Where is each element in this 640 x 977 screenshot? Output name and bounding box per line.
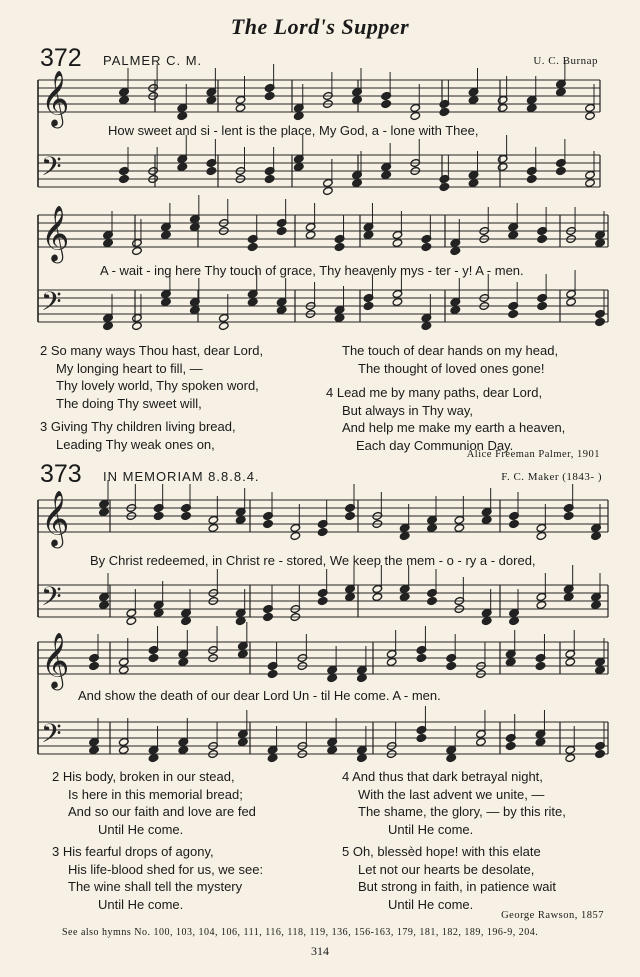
note-head <box>206 95 217 104</box>
note-head <box>536 600 547 609</box>
tune-name-372: PALMER C. M. <box>103 53 203 68</box>
note-head <box>276 226 287 235</box>
note-head <box>526 174 537 183</box>
note-head <box>392 297 403 306</box>
note-head <box>595 238 606 247</box>
note-head <box>352 95 363 104</box>
note-head <box>595 665 606 674</box>
treble-clef: 𝄞 <box>41 632 70 689</box>
stanza-372-2 <box>40 342 330 412</box>
note-head <box>565 753 576 762</box>
verse-line: Until He come. <box>98 896 184 912</box>
note-head <box>290 531 301 540</box>
note-head <box>372 592 383 601</box>
note-head <box>468 95 479 104</box>
note-head <box>118 665 129 674</box>
author-372: Alice Freeman Palmer, 1901 <box>466 449 600 460</box>
note-head <box>161 297 172 306</box>
note-head <box>585 178 596 187</box>
note-head <box>421 242 432 251</box>
note-head <box>238 737 249 746</box>
note-head <box>177 162 188 171</box>
note-head <box>264 91 275 100</box>
note-head <box>535 737 546 746</box>
note-head <box>206 166 217 175</box>
note-head <box>357 673 368 682</box>
note-head <box>508 309 519 318</box>
stanza-373-2 <box>52 768 342 838</box>
note-head <box>399 592 410 601</box>
verse-line: But always in Thy way, <box>342 402 474 418</box>
verse-line: The shame, the glory, — by this rite, <box>358 804 566 819</box>
note-head <box>267 669 278 678</box>
note-head <box>208 523 219 532</box>
note-head <box>595 749 606 758</box>
note-head <box>526 103 537 112</box>
verse-line: Let not our hearts be desolate, <box>358 861 535 877</box>
composer-372: U. C. Burnap <box>533 55 598 67</box>
note-head <box>563 592 574 601</box>
note-head <box>556 166 567 175</box>
note-head <box>497 162 508 171</box>
note-head <box>235 515 246 524</box>
note-head <box>416 653 427 662</box>
hymn-number-373: 373 <box>40 460 82 488</box>
tune-name-373: IN MEMORIAM 8.8.8.4. <box>103 469 260 484</box>
verse-line: And so our faith and love are fed <box>68 804 256 819</box>
note-head <box>119 95 130 104</box>
note-head <box>99 507 110 516</box>
bass-clef: 𝄢 <box>41 285 62 324</box>
note-head <box>118 745 129 754</box>
note-head <box>103 321 114 330</box>
note-head <box>126 616 137 625</box>
note-head <box>509 519 520 528</box>
note-head <box>89 745 100 754</box>
note-head <box>317 527 328 536</box>
note-head <box>363 230 374 239</box>
verse-line: With the last advent we unite, — <box>358 786 545 802</box>
note-head <box>247 242 258 251</box>
lyrics-372-line2: A - wait - ing here Thy touch of grace, Thy heavenly mys - ter - y! A - men. <box>100 263 524 278</box>
note-head <box>536 531 547 540</box>
note-head <box>363 301 374 310</box>
note-head <box>238 649 249 658</box>
note-head <box>352 178 363 187</box>
note-head <box>263 612 274 621</box>
note-head <box>235 616 246 625</box>
note-head <box>565 657 576 666</box>
note-head <box>450 305 461 314</box>
note-head <box>556 87 567 96</box>
note-head <box>481 616 492 625</box>
verse-line: The touch of dear hands on my head, <box>342 343 559 358</box>
composer-373: F. C. Maker (1843- ) <box>501 471 602 483</box>
stanza-372-3-cont <box>342 342 612 377</box>
verse-line: 5 Oh, blessèd hope! with this elate <box>342 844 541 859</box>
note-head <box>132 246 143 255</box>
note-head <box>595 317 606 326</box>
note-head <box>505 741 516 750</box>
note-head <box>410 111 421 120</box>
note-head <box>323 186 334 195</box>
stanza-372-4 <box>326 384 616 454</box>
note-head <box>264 174 275 183</box>
verse-line: 3 His fearful drops of agony, <box>52 844 214 859</box>
note-head <box>585 111 596 120</box>
verse-line: And help me make my earth a heaven, <box>342 420 566 435</box>
note-head <box>178 657 189 666</box>
note-head <box>293 162 304 171</box>
author-373: George Rawson, 1857 <box>501 910 604 921</box>
note-head <box>537 234 548 243</box>
note-head <box>153 511 164 520</box>
verse-line: 2 So many ways Thou hast, dear Lord, <box>40 343 264 358</box>
treble-clef: 𝄞 <box>41 490 70 547</box>
note-head <box>327 673 338 682</box>
note-head <box>334 242 345 251</box>
note-head <box>235 103 246 112</box>
see-also-note: See also hymns No. 100, 103, 104, 106, 111, 116, 118, 119, 136, 156-163, 179, 181, 182, 189, 196-9, 204. <box>62 927 539 938</box>
stanza-373-3 <box>52 843 342 913</box>
note-head <box>132 321 143 330</box>
note-head <box>481 515 492 524</box>
note-head <box>381 99 392 108</box>
verse-line: Until He come. <box>388 896 474 912</box>
verse-line: The thought of loved ones gone! <box>358 360 545 376</box>
verse-line: Thy lovely world, Thy spoken word, <box>56 378 259 393</box>
note-head <box>535 661 546 670</box>
treble-clef: 𝄞 <box>41 205 70 262</box>
note-head <box>99 600 110 609</box>
hymn-number-372: 372 <box>40 44 82 72</box>
page-number: 314 <box>311 944 329 958</box>
verse-line: Until He come. <box>388 821 474 837</box>
treble-clef: 𝄞 <box>41 70 70 127</box>
note-head <box>247 297 258 306</box>
note-head <box>386 657 397 666</box>
verse-line: 4 And thus that dark betrayal night, <box>342 769 543 784</box>
lyrics-373-line1: By Christ redeemed, in Christ re - stored, We keep the mem - o - ry a - dored, <box>90 553 536 568</box>
note-head <box>427 523 438 532</box>
note-head <box>509 616 520 625</box>
page-title: The Lord's Supper <box>230 14 410 39</box>
note-head <box>267 753 278 762</box>
note-head <box>181 616 192 625</box>
note-head <box>421 321 432 330</box>
verse-line: My longing heart to fill, — <box>56 360 203 376</box>
note-head <box>476 737 487 746</box>
note-head <box>305 230 316 239</box>
lyrics-372-line1: How sweet and si - lent is the place, My God, a - lone with Thee, <box>108 123 479 138</box>
note-head <box>263 519 274 528</box>
note-head <box>505 657 516 666</box>
note-head <box>392 238 403 247</box>
note-head <box>381 170 392 179</box>
verse-line: 2 His body, broken in our stead, <box>52 769 235 784</box>
note-head <box>446 661 457 670</box>
note-head <box>591 600 602 609</box>
note-head <box>334 313 345 322</box>
verse-line: Until He come. <box>98 821 184 837</box>
verse-line: Each day Communion Day. <box>356 437 514 453</box>
verse-line: Leading Thy weak ones on, <box>56 436 215 452</box>
note-head <box>416 733 427 742</box>
note-head <box>345 592 356 601</box>
verse-line: The wine shall tell the mystery <box>68 879 243 894</box>
verse-line: The doing Thy sweet will, <box>56 395 202 411</box>
note-head <box>148 753 159 762</box>
note-head <box>563 511 574 520</box>
stanza-373-4 <box>342 768 632 838</box>
note-head <box>181 511 192 520</box>
verse-line: 4 Lead me by many paths, dear Lord, <box>326 385 543 400</box>
note-head <box>293 111 304 120</box>
note-head <box>103 238 114 247</box>
note-head <box>178 745 189 754</box>
note-head <box>177 111 188 120</box>
note-head <box>89 661 100 670</box>
note-head <box>153 608 164 617</box>
note-head <box>508 230 519 239</box>
note-head <box>439 182 450 191</box>
note-head <box>537 301 548 310</box>
note-head <box>468 178 479 187</box>
note-head <box>497 103 508 112</box>
note-head <box>454 523 465 532</box>
bass-clef: 𝄢 <box>41 580 62 619</box>
note-head <box>218 321 229 330</box>
verse-line: His life-blood shed for us, we see: <box>68 861 264 877</box>
note-head <box>161 230 172 239</box>
note-head <box>566 297 577 306</box>
note-head <box>591 531 602 540</box>
verse-line: 3 Giving Thy children living bread, <box>40 419 236 434</box>
note-head <box>345 511 356 520</box>
lyrics-373-line2: And show the death of our dear Lord Un - til He come. A - men. <box>78 688 441 703</box>
verse-line: Is here in this memorial bread; <box>68 786 243 802</box>
note-head <box>439 107 450 116</box>
note-head <box>399 531 410 540</box>
note-head <box>327 745 338 754</box>
note-head <box>427 596 438 605</box>
note-head <box>450 246 461 255</box>
bass-clef: 𝄢 <box>41 717 62 756</box>
note-head <box>317 596 328 605</box>
note-head <box>276 305 287 314</box>
note-head <box>446 753 457 762</box>
verse-line: But strong in faith, in patience wait <box>358 879 557 894</box>
stanza-373-5 <box>342 843 632 913</box>
bass-clef: 𝄢 <box>41 150 62 189</box>
note-head <box>119 174 130 183</box>
note-head <box>357 753 368 762</box>
note-head <box>148 653 159 662</box>
stanza-372-3 <box>40 418 330 453</box>
